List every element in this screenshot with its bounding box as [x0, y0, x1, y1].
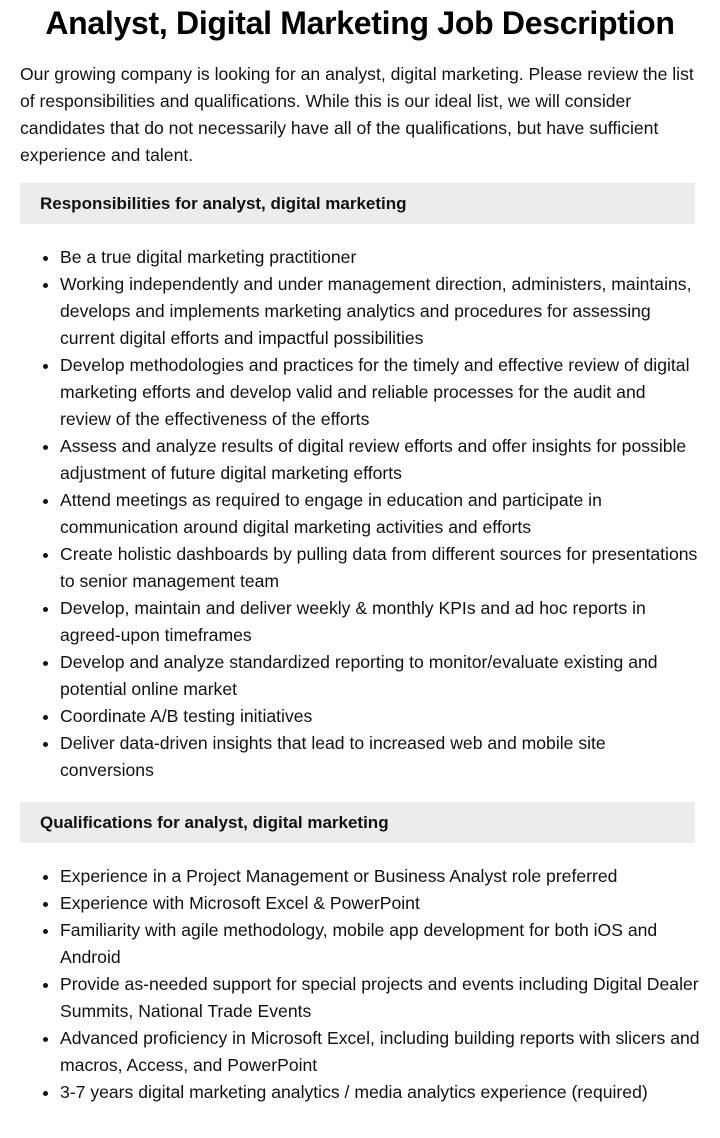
intro-paragraph: Our growing company is looking for an analyst, digital marketing. Please review the list of responsibilities and qualifications. While this is our ideal list, we will consider candidates that do not necessarily have all of the qualifications, but have sufficient experience and talent.: [20, 64, 694, 165]
responsibilities-heading: Responsibilities for analyst, digital marketing: [20, 183, 695, 224]
list-item: • Assess and analyze results of digital review efforts and offer insights for possible adjustment of future digital marketing efforts: [60, 433, 700, 487]
list-item: • Develop, maintain and deliver weekly & monthly KPIs and ad hoc reports in agreed-upon timeframes: [60, 595, 700, 649]
list-item: • Familiarity with agile methodology, mobile app development for both iOS and Android: [60, 917, 700, 971]
list-item: • Attend meetings as required to engage in education and participate in communication around digital marketing activities and efforts: [60, 487, 700, 541]
list-item: • Deliver data-driven insights that lead to increased web and mobile site conversions: [60, 730, 700, 784]
list-item: • Be a true digital marketing practitioner: [60, 244, 700, 271]
list-item: • Develop and analyze standardized reporting to monitor/evaluate existing and potential online market: [60, 649, 700, 703]
list-item: • Advanced proficiency in Microsoft Excel, including building reports with slicers and macros, Access, and PowerPoint: [60, 1025, 700, 1079]
qualifications-list: [20, 863, 700, 1106]
page-title: Analyst, Digital Marketing Job Description: [45, 5, 675, 41]
list-item: • Develop methodologies and practices for the timely and effective review of digital marketing efforts and develop valid and reliable processes for the audit and review of the effectiveness of the efforts: [60, 352, 700, 433]
list-item: • Create holistic dashboards by pulling data from different sources for presentations to senior management team: [60, 541, 700, 595]
list-item: • 3-7 years digital marketing analytics / media analytics experience (required): [60, 1079, 700, 1106]
responsibilities-list: [20, 244, 700, 784]
qualifications-heading: Qualifications for analyst, digital marketing: [20, 802, 695, 843]
list-item: • Experience with Microsoft Excel & PowerPoint: [60, 890, 700, 917]
list-item: • Experience in a Project Management or Business Analyst role preferred: [60, 863, 700, 890]
list-item: • Coordinate A/B testing initiatives: [60, 703, 700, 730]
list-item: • Working independently and under management direction, administers, maintains, develops and implements marketing analytics and procedures for assessing current digital efforts and impactful possibilities: [60, 271, 700, 352]
list-item: • Provide as-needed support for special projects and events including Digital Dealer Summits, National Trade Events: [60, 971, 700, 1025]
